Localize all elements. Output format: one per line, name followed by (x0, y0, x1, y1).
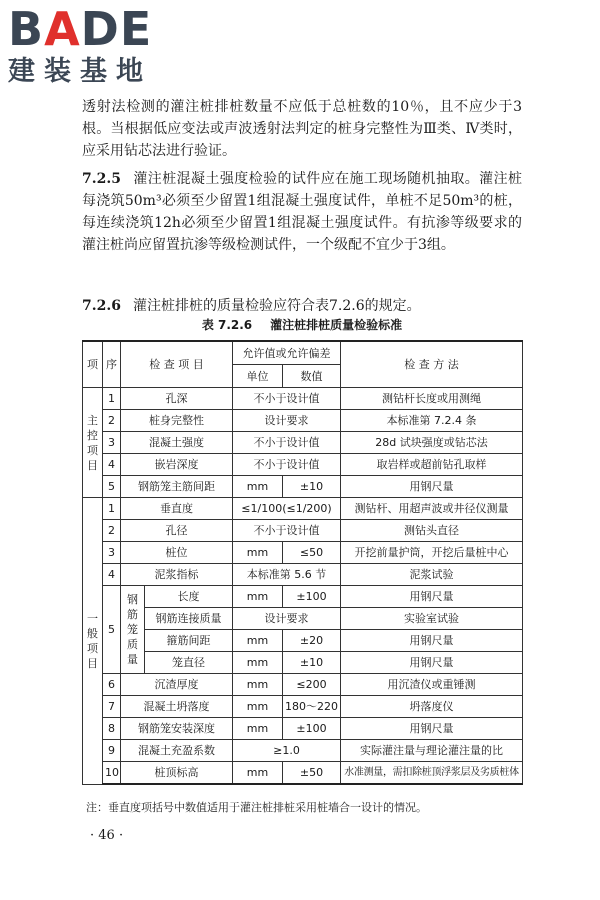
seq-cell: 9 (103, 740, 121, 762)
table-row (83, 718, 523, 740)
table-row (83, 608, 523, 630)
table-row (83, 740, 523, 762)
main-items-label-char: 目 (87, 458, 98, 472)
table-row (83, 630, 523, 652)
value-cell: ±100 (283, 718, 341, 740)
check-item-cell: 沉渣厚度 (121, 674, 233, 696)
header-value: 数值 (283, 365, 341, 388)
table-row (83, 696, 523, 718)
table-row (83, 586, 523, 608)
table-row (83, 454, 523, 476)
value-cell: ±20 (283, 630, 341, 652)
check-item-cell: 孔径 (121, 520, 233, 542)
check-item-cell: 桩身完整性 (121, 410, 233, 432)
unit-cell: mm (233, 652, 283, 674)
table-title: 灌注桩排桩质量检验标准 (270, 318, 403, 332)
method-cell: 用沉渣仪或重锤测 (341, 674, 523, 696)
general-items-label (83, 498, 103, 785)
main-items-label-char: 控 (87, 428, 98, 442)
cage-quality-label-char: 钢 (127, 593, 138, 606)
table-row (83, 432, 523, 454)
unit-cell: mm (233, 762, 283, 785)
seq-cell: 5 (103, 586, 121, 674)
unit-cell: mm (233, 542, 283, 564)
tolerance-cell: ≥1.0 (233, 740, 341, 762)
seq-cell: 5 (103, 476, 121, 498)
logo-wordmark (8, 2, 178, 56)
check-item-cell: 箍筋间距 (145, 630, 233, 652)
unit-cell: mm (233, 718, 283, 740)
table-row (83, 674, 523, 696)
tolerance-cell: ≤1/100(≤1/200) (233, 498, 341, 520)
method-cell: 取岩样或超前钻孔取样 (341, 454, 523, 476)
header-tolerance: 允许值或允许偏差 (233, 341, 341, 365)
tolerance-cell: 本标准第 5.6 节 (233, 564, 341, 586)
seq-cell: 2 (103, 520, 121, 542)
value-cell: ±50 (283, 762, 341, 785)
cage-quality-label-char: 量 (127, 653, 138, 666)
method-cell: 实际灌注量与理论灌注量的比 (341, 740, 523, 762)
method-cell: 28d 试块强度或钻芯法 (341, 432, 523, 454)
unit-cell: mm (233, 674, 283, 696)
logo-letter-b: B (8, 2, 45, 56)
seq-cell: 1 (103, 388, 121, 410)
check-item-cell: 混凝土强度 (121, 432, 233, 454)
table-row (83, 762, 523, 785)
main-items-label-char: 项 (87, 443, 98, 457)
value-cell: ≤50 (283, 542, 341, 564)
seq-cell: 6 (103, 674, 121, 696)
method-cell: 实验室试验 (341, 608, 523, 630)
method-cell: 水准测量，需扣除桩顶浮浆层及劣质桩体 (341, 762, 523, 785)
general-items-label-char: 项 (87, 641, 98, 655)
check-item-cell: 孔深 (121, 388, 233, 410)
method-cell: 开挖前量护筒，开挖后量桩中心 (341, 542, 523, 564)
seq-cell: 1 (103, 498, 121, 520)
check-item-cell: 垂直度 (121, 498, 233, 520)
general-items-label-char: 般 (87, 626, 98, 640)
cage-quality-label-char: 筋 (127, 608, 138, 621)
seq-cell: 2 (103, 410, 121, 432)
tolerance-cell: 不小于设计值 (233, 432, 341, 454)
tolerance-cell: 设计要求 (233, 410, 341, 432)
table-row (83, 652, 523, 674)
check-item-cell: 笼直径 (145, 652, 233, 674)
value-cell: ≤200 (283, 674, 341, 696)
logo (8, 2, 178, 88)
table-row (83, 388, 523, 410)
check-item-cell: 嵌岩深度 (121, 454, 233, 476)
clause-text: 灌注桩混凝土强度检验的试件应在施工现场随机抽取。灌注桩每浇筑50m³必须至少留置1组混凝土强度试件，单桩不足50m³的桩，每连续浇筑12h必须至少留置1组混凝土强度试件。有抗渗等级要求的灌注桩尚应留置抗渗等级检测试件，一个级配不宜少于3组。 (82, 171, 522, 253)
check-item-cell: 钢筋笼主筋间距 (121, 476, 233, 498)
table-row (83, 520, 523, 542)
table-body (83, 341, 523, 784)
check-item-cell: 泥浆指标 (121, 564, 233, 586)
logo-letters-de: DE (80, 2, 153, 56)
unit-cell: mm (233, 476, 283, 498)
check-item-cell: 钢筋笼安装深度 (121, 718, 233, 740)
header-item: 项 (83, 341, 103, 388)
method-cell: 用钢尺量 (341, 630, 523, 652)
method-cell: 坍落度仪 (341, 696, 523, 718)
method-cell: 测钻杆长度或用测绳 (341, 388, 523, 410)
check-item-cell: 长度 (145, 586, 233, 608)
table-number: 表 7.2.6 (201, 318, 253, 332)
header-row (83, 341, 523, 365)
main-items-label (83, 388, 103, 498)
table-row (83, 410, 523, 432)
header-check-item: 检 查 项 目 (121, 341, 233, 388)
table-caption (82, 317, 522, 333)
check-item-cell: 桩顶标高 (121, 762, 233, 785)
value-cell: ±100 (283, 586, 341, 608)
seq-cell: 7 (103, 696, 121, 718)
unit-cell: mm (233, 586, 283, 608)
tolerance-cell: 不小于设计值 (233, 454, 341, 476)
clause-7-2-5 (82, 168, 522, 256)
general-items-label-char: 目 (87, 656, 98, 670)
table-row (83, 542, 523, 564)
method-cell: 用钢尺量 (341, 476, 523, 498)
table-row (83, 498, 523, 520)
header-unit: 单位 (233, 365, 283, 388)
value-cell: ±10 (283, 476, 341, 498)
check-item-cell: 钢筋连接质量 (145, 608, 233, 630)
method-cell: 本标准第 7.2.4 条 (341, 410, 523, 432)
unit-cell: mm (233, 630, 283, 652)
value-cell: ±10 (283, 652, 341, 674)
main-items-label-char: 主 (87, 413, 98, 427)
quality-inspection-table (82, 340, 523, 785)
seq-cell: 3 (103, 542, 121, 564)
clause-text: 灌注桩排桩的质量检验应符合表7.2.6的规定。 (132, 298, 421, 314)
logo-letter-a: A (44, 2, 81, 56)
method-cell: 用钢尺量 (341, 652, 523, 674)
clause-7-2-6 (82, 295, 522, 317)
header-method: 检 查 方 法 (341, 341, 523, 388)
tolerance-cell: 不小于设计值 (233, 520, 341, 542)
method-cell: 泥浆试验 (341, 564, 523, 586)
paragraph-continued: 透射法检测的灌注桩排桩数量不应低于总桩数的10％，且不应少于3根。当根据低应变法或声波透射法判定的桩身完整性为Ⅲ类、Ⅳ类时，应采用钻芯法进行验证。 (82, 99, 522, 159)
table-row (83, 564, 523, 586)
method-cell: 用钢尺量 (341, 718, 523, 740)
seq-cell: 4 (103, 454, 121, 476)
table-row (83, 476, 523, 498)
table-note: 注：垂直度项括号中数值适用于灌注桩排桩采用桩墙合一设计的情况。 (86, 801, 427, 814)
general-items-label-char: 一 (87, 611, 98, 625)
unit-cell: mm (233, 696, 283, 718)
tolerance-cell: 不小于设计值 (233, 388, 341, 410)
page-number: · 46 · (90, 828, 124, 843)
seq-cell: 10 (103, 762, 121, 785)
cage-quality-label (121, 586, 145, 674)
check-item-cell: 桩位 (121, 542, 233, 564)
seq-cell: 3 (103, 432, 121, 454)
clause-number: 7.2.6 (82, 298, 121, 314)
tolerance-cell: 设计要求 (233, 608, 341, 630)
cage-quality-label-char: 质 (127, 638, 138, 651)
check-item-cell: 混凝土充盈系数 (121, 740, 233, 762)
cage-quality-label-char: 笼 (127, 623, 138, 636)
method-cell: 测钻杆、用超声波或井径仪测量 (341, 498, 523, 520)
clause-number: 7.2.5 (82, 171, 121, 187)
method-cell: 用钢尺量 (341, 586, 523, 608)
value-cell: 180～220 (283, 696, 341, 718)
logo-chinese: 建装基地 (8, 56, 152, 87)
seq-cell: 4 (103, 564, 121, 586)
check-item-cell: 混凝土坍落度 (121, 696, 233, 718)
seq-cell: 8 (103, 718, 121, 740)
header-seq: 序 (103, 341, 121, 388)
method-cell: 测钻头直径 (341, 520, 523, 542)
